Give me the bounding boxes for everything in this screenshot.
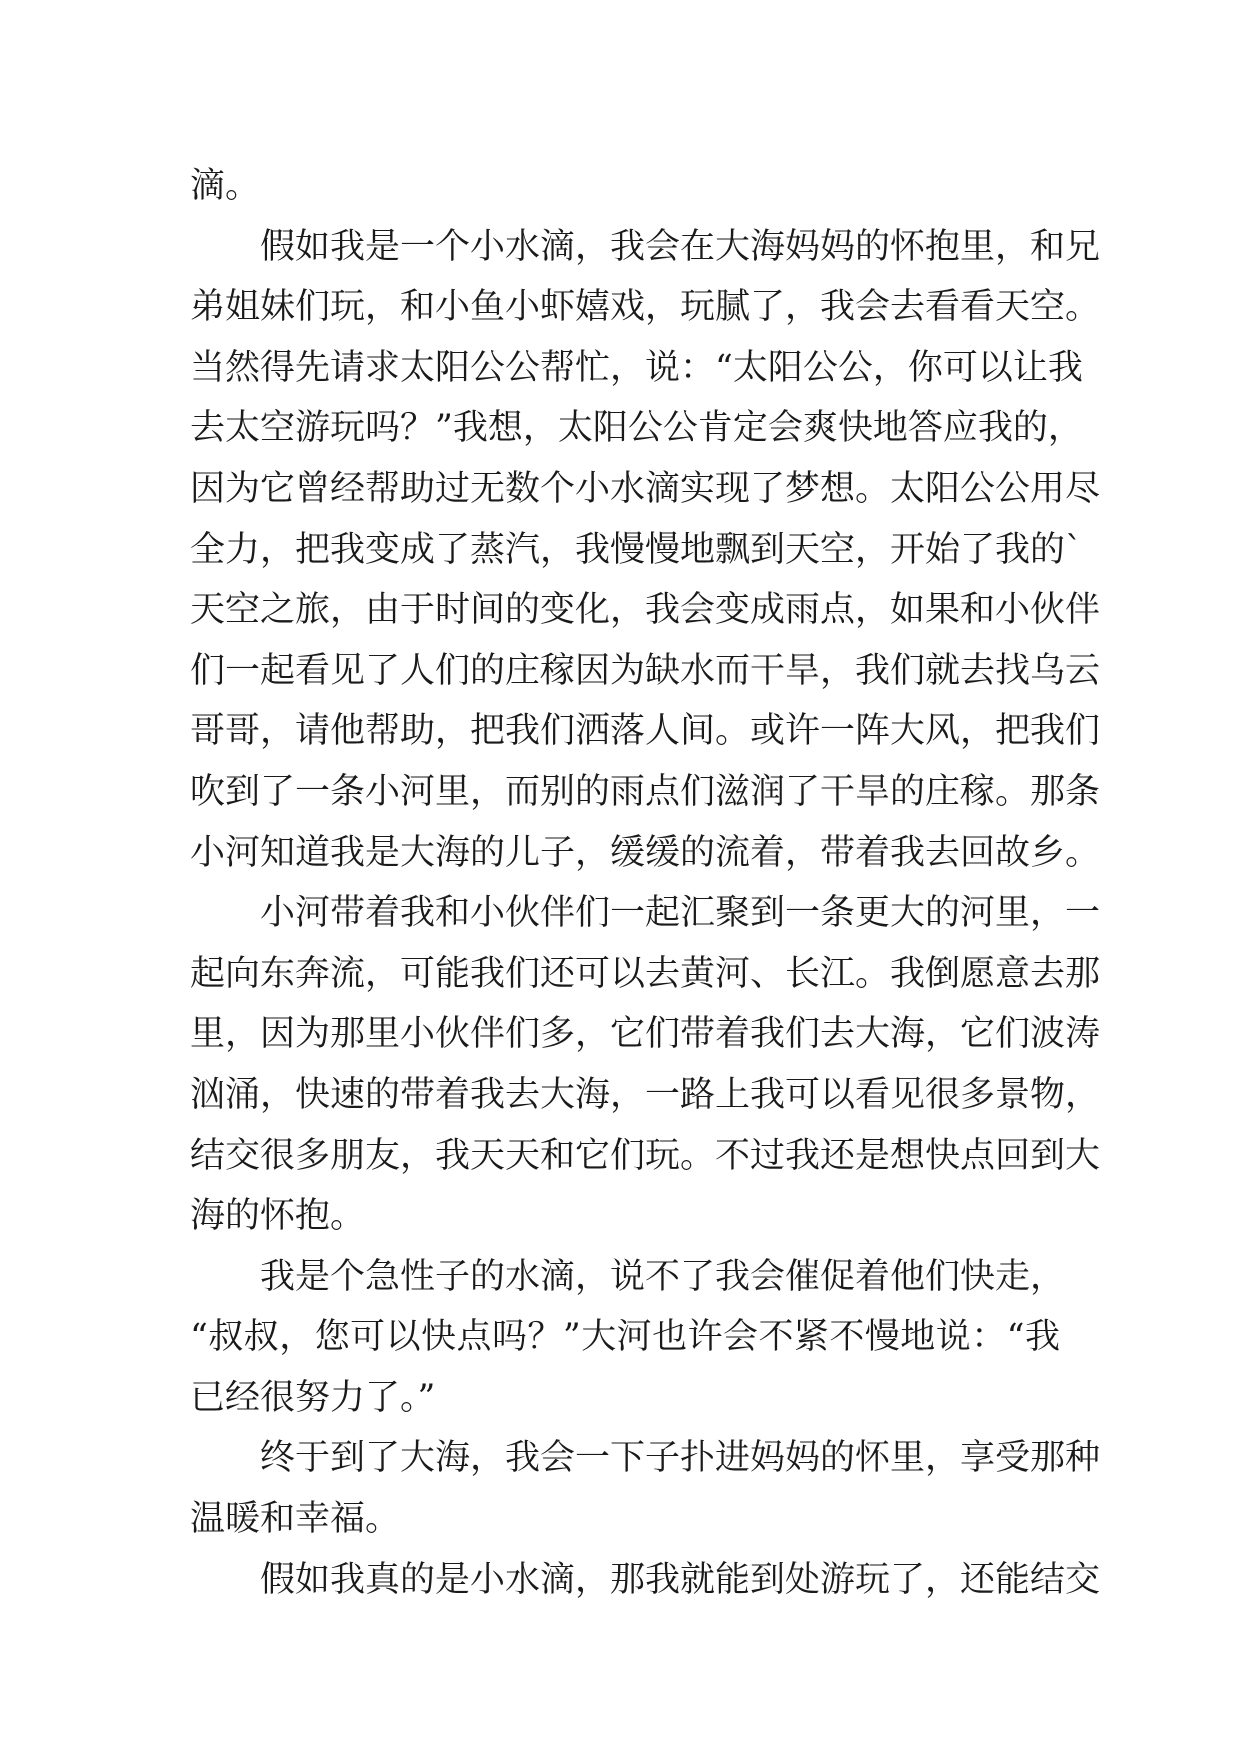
text-line: 因为它曾经帮助过无数个小水滴实现了梦想。太阳公公用尽 (190, 468, 1101, 509)
text-line: 哥哥，请他帮助，把我们洒落人间。或许一阵大风，把我们 (190, 711, 1101, 752)
text-line: 弟姐妹们玩，和小鱼小虾嬉戏，玩腻了，我会去看看天空。 (190, 287, 1101, 328)
text-line: 吹到了一条小河里，而别的雨点们滋润了干旱的庄稼。那条 (190, 771, 1101, 812)
text-line: 天空之旅，由于时间的变化，我会变成雨点，如果和小伙伴 (190, 590, 1101, 631)
text-line: 假如我是一个小水滴，我会在大海妈妈的怀抱里，和兄 (190, 226, 1101, 267)
text-line: 温暖和幸福。 (190, 1499, 401, 1540)
text-line: 我是个急性子的水滴，说不了我会催促着他们快走， (190, 1256, 1066, 1297)
text-line: 小河带着我和小伙伴们一起汇聚到一条更大的河里，一 (190, 893, 1101, 934)
text-line: 里，因为那里小伙伴们多，它们带着我们去大海，它们波涛 (190, 1014, 1101, 1055)
text-line: 结交很多朋友，我天天和它们玩。不过我还是想快点回到大 (190, 1135, 1101, 1176)
text-line: 当然得先请求太阳公公帮忙，说：“太阳公公，你可以让我 (190, 347, 1083, 388)
text-line: “叔叔，您可以快点吗？”大河也许会不紧不慢地说：“我 (190, 1317, 1060, 1358)
body-text (190, 156, 1101, 1610)
text-line: 小河知道我是大海的儿子，缓缓的流着，带着我去回故乡。 (190, 832, 1101, 873)
text-line: 起向东奔流，可能我们还可以去黄河、长江。我倒愿意去那 (190, 953, 1101, 994)
text-line: 滴。 (190, 166, 261, 206)
text-line: 去太空游玩吗？”我想，太阳公公肯定会爽快地答应我的， (190, 408, 1083, 449)
text-line: 们一起看见了人们的庄稼因为缺水而干旱，我们就去找乌云 (190, 650, 1101, 691)
text-line: 已经很努力了。” (190, 1377, 436, 1418)
text-line: 汹涌，快速的带着我去大海，一路上我可以看见很多景物， (190, 1074, 1101, 1115)
text-line: 终于到了大海，我会一下子扑进妈妈的怀里，享受那种 (190, 1438, 1101, 1479)
text-line: 假如我真的是小水滴，那我就能到处游玩了，还能结交 (190, 1559, 1101, 1600)
text-line: 海的怀抱。 (190, 1196, 366, 1237)
text-line: 全力，把我变成了蒸汽，我慢慢地飘到天空，开始了我的` (190, 529, 1083, 570)
